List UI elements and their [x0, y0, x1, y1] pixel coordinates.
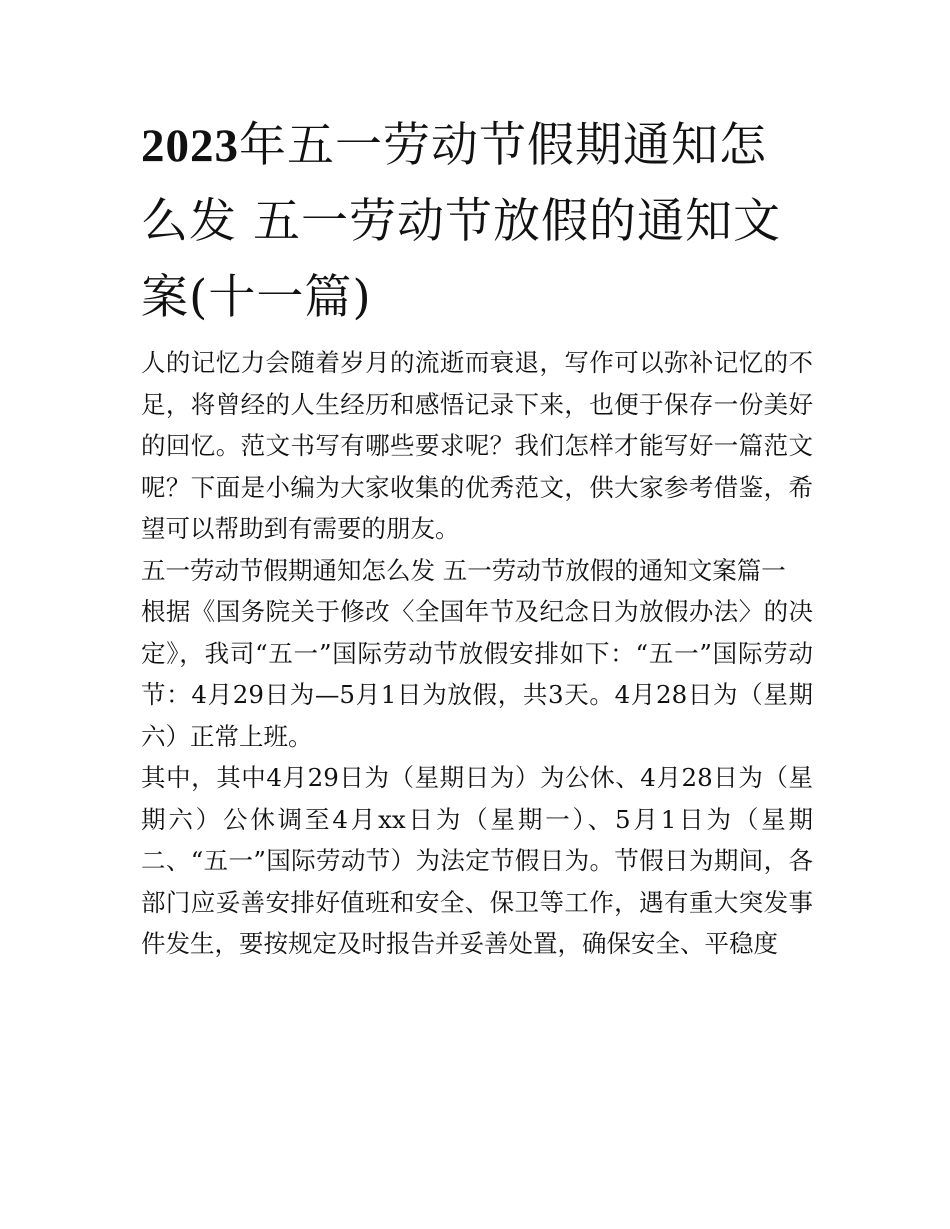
document-title [141, 108, 813, 336]
details-paragraph: 其中，其中4月29日为（星期日为）为公休、4月28日为（星期六）公休调至4月xx日为（星期一）、5月1日为（星期二、“五一”国际劳动节）为法定节假日为。节假日为期间，各部门应妥善安排好值班和安全、保卫等工作，遇有重大突发事件发生，要按规定及时报告并妥善处置，确保安全、平稳度 [141, 763, 813, 958]
intro-paragraph: 人的记忆力会随着岁月的流逝而衰退，写作可以弥补记忆的不足，将曾经的人生经历和感悟记录下来，也便于保存一份美好的回忆。范文书写有哪些要求呢？我们怎样才能写好一篇范文呢？下面是小编为大家收集的优秀范文，供大家参考借鉴，希望可以帮助到有需要的朋友。 [141, 348, 813, 543]
title-year: 2023 [141, 120, 239, 172]
notice-paragraph: 根据《国务院关于修改〈全国年节及纪念日为放假办法〉的决定》，我司“五一”国际劳动节放假安排如下：“五一”国际劳动节：4月29日为—5月1日为放假，共3天。4月28日为（星期六）正常上班。 [141, 597, 813, 751]
document-body [141, 108, 813, 965]
title-text: 年五一劳动节假期通知怎么发 五一劳动节放假的通知文案(十一篇) [141, 118, 781, 325]
section-heading: 五一劳动节假期通知怎么发 五一劳动节放假的通知文案篇一 [141, 555, 786, 585]
